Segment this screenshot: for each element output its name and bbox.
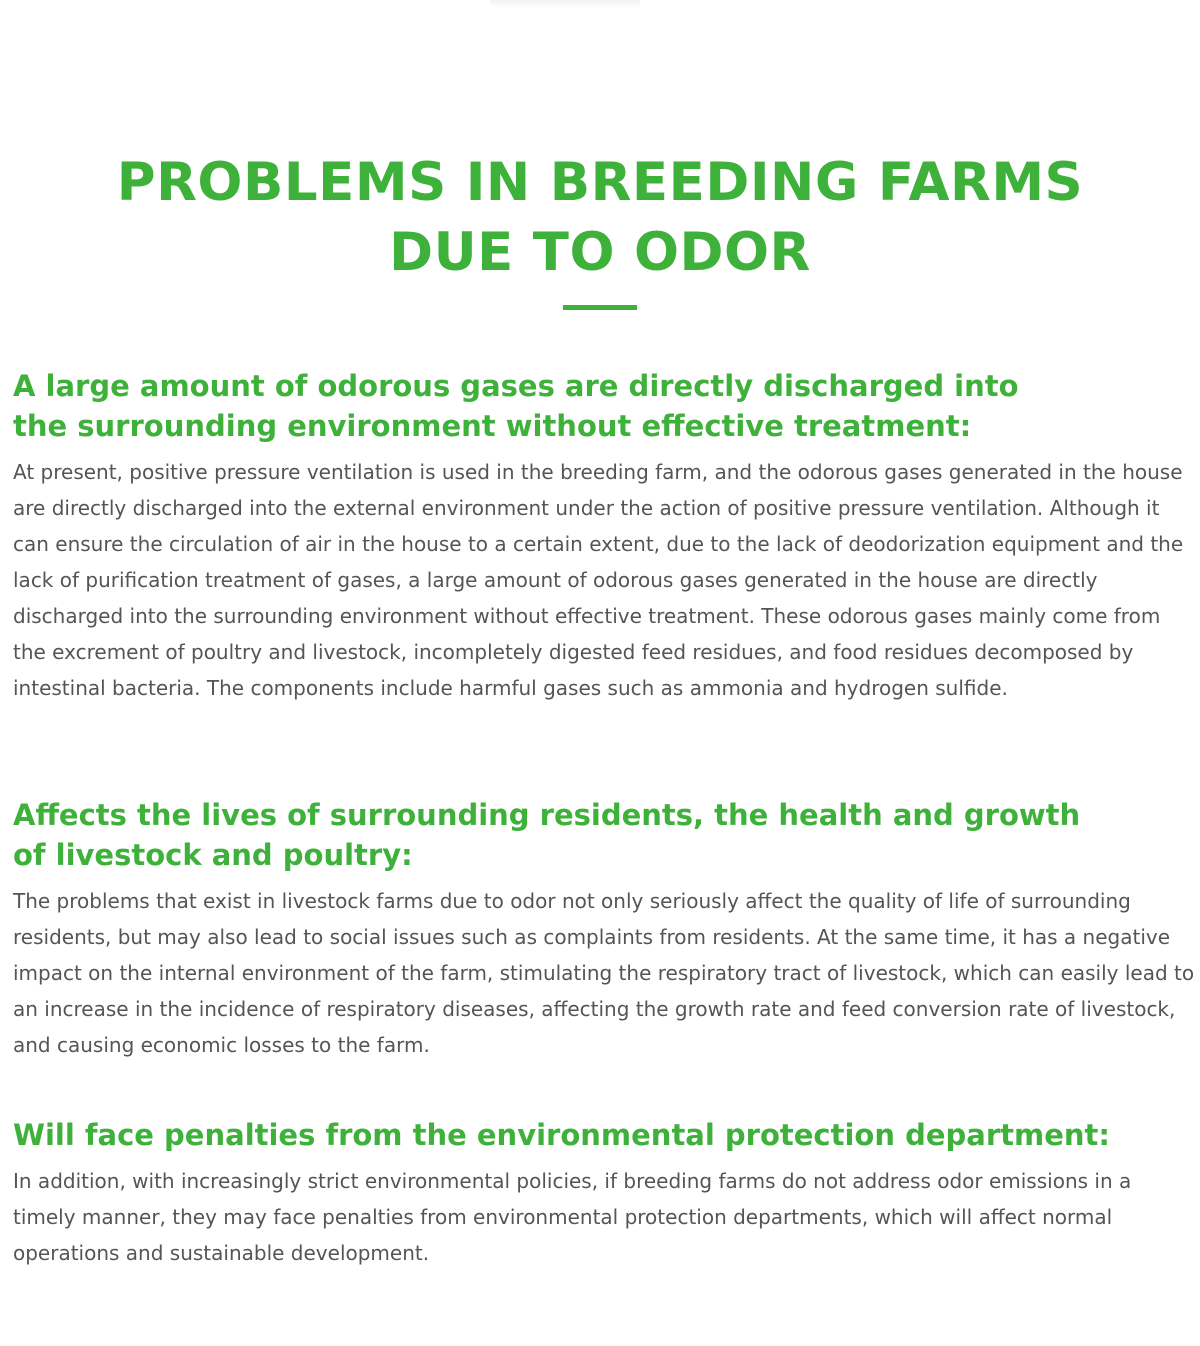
page-title: PROBLEMS IN BREEDING FARMS DUE TO ODOR xyxy=(116,152,1084,283)
top-decorative-fade xyxy=(490,0,640,8)
section-environmental-penalties xyxy=(13,1115,1198,1271)
section-heading: Affects the lives of surrounding residents, the health and growth of livestock and poultry: xyxy=(13,798,1081,872)
section-affects-residents-livestock xyxy=(13,795,1198,1063)
section-paragraph: The problems that exist in livestock farms due to odor not only seriously affect the quality of life of surrounding residents, but may also lead to social issues such as complaints from residents. At the same time, it has a negative impact on the internal environment of the farm, stimulating the respiratory tract of livestock, which can easily lead to an increase in the incidence of respiratory diseases, affecting the growth rate and feed conversion rate of livestock, and causing economic losses to the farm. xyxy=(13,889,1195,1057)
section-odorous-gases-discharge xyxy=(13,366,1198,706)
title-underline-divider xyxy=(563,305,637,310)
section-paragraph: At present, positive pressure ventilation is used in the breeding farm, and the odorous gases generated in the house are directly discharged into the external environment under the action of positive pressure ventilation. Although it can ensure the circulation of air in the house to a certain extent, due to the lack of deodorization equipment and the lack of purification treatment of gases, a large amount of odorous gases generated in the house are directly discharged into the surrounding environment without effective treatment. These odorous gases mainly come from the excrement of poultry and livestock, incompletely digested feed residues, and food residues decomposed by intestinal bacteria. The components include harmful gases such as ammonia and hydrogen sulfide. xyxy=(13,460,1184,700)
section-paragraph: In addition, with increasingly strict environmental policies, if breeding farms do not address odor emissions in a timely manner, they may face penalties from environmental protection departments, which will affect normal operations and sustainable development. xyxy=(13,1169,1132,1265)
section-heading: A large amount of odorous gases are directly discharged into the surrounding environment without effective treatment: xyxy=(13,369,1019,443)
section-heading: Will face penalties from the environmental protection department: xyxy=(13,1118,1111,1152)
